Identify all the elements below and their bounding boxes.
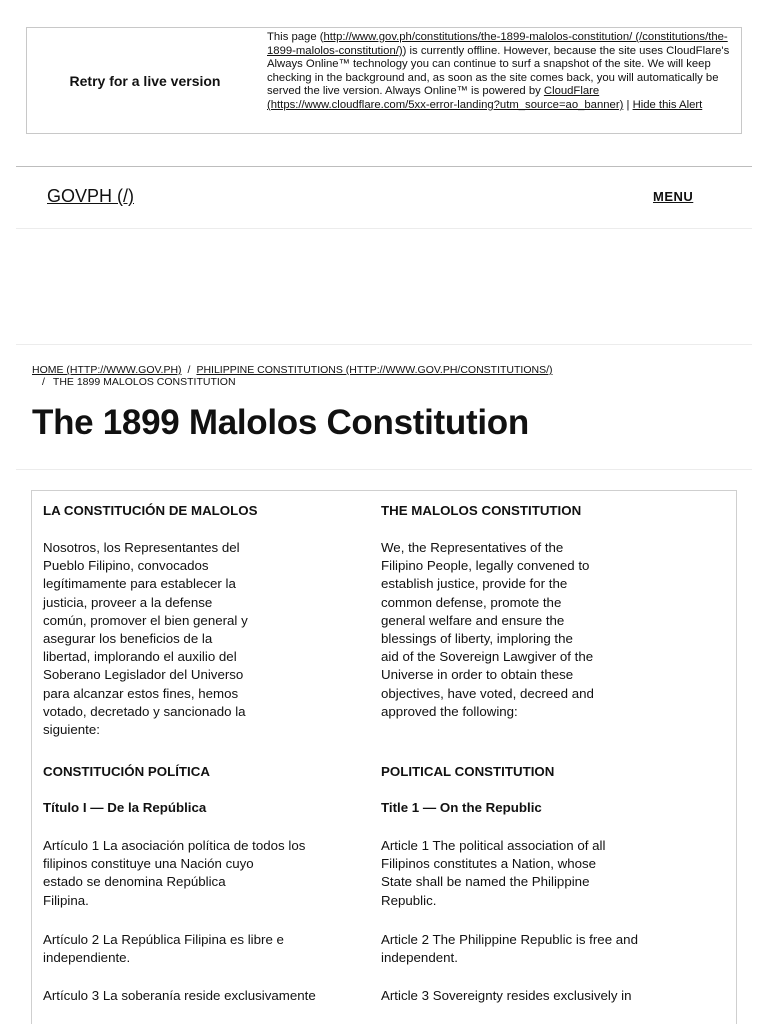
banner-text-3: | [623, 98, 633, 111]
text-line: libertad, implorando el auxilio del [43, 649, 237, 665]
spanish-article-2 [43, 931, 284, 967]
retry-live-version-button[interactable]: Retry for a live version [69, 72, 221, 89]
text-line: Universe in order to obtain these [381, 667, 574, 683]
english-section-heading: POLITICAL CONSTITUTION [381, 764, 555, 779]
text-line: siguiente: [43, 722, 100, 738]
english-preamble [381, 539, 594, 721]
text-line: justicia, proveer a la defense [43, 594, 213, 610]
text-line: Article 1 The political association of all [381, 838, 606, 853]
spanish-preamble [43, 539, 248, 739]
constitution-table [31, 490, 737, 1024]
title-divider [16, 469, 752, 470]
text-line: Nosotros, los Representantes del [43, 540, 240, 555]
text-line: Filipina. [43, 892, 89, 908]
text-line: Republic. [381, 892, 437, 908]
govph-logo-link[interactable]: GOVPH (/) [47, 186, 135, 206]
text-line: filipinos constituye una Nación cuyo [43, 856, 254, 872]
breadcrumb-home-link[interactable]: HOME (HTTP://WWW.GOV.PH) [32, 364, 182, 376]
text-line: Soberano Legislador del Universo [43, 667, 244, 683]
text-line: common defense, promote the [381, 594, 562, 610]
english-article-1 [381, 837, 605, 910]
english-article-3 [381, 987, 632, 1005]
text-line: We, the Representatives of the [381, 540, 564, 555]
header-divider-bottom [16, 228, 752, 229]
spanish-heading: LA CONSTITUCIÓN DE MALOLOS [43, 503, 258, 518]
cloudflare-link[interactable]: CloudFlare (https://www.cloudflare.com/5xx-error-landing?utm_source=ao_banner) [267, 85, 624, 111]
spanish-title-1: Título I — De la República [43, 800, 207, 815]
text-line: State shall be named the Philippine [381, 874, 590, 890]
text-line: independent. [381, 950, 458, 966]
menu-button[interactable]: MENU [653, 189, 694, 204]
breadcrumb [32, 364, 732, 388]
text-line: común, promover el bien general y [43, 612, 248, 628]
banner-message [263, 28, 741, 133]
breadcrumb-separator: / [187, 364, 191, 376]
text-line: Artículo 2 La República Filipina es libre e [43, 932, 284, 947]
banner-text-2: ) is currently offline. However, because the site uses CloudFlare's Always Online™ technology you can continue to surf a snapshot of the site. We will keep checking in the background and, as soon as the site comes back, you will automatically be served the live version. Always Online™ is powered by [267, 44, 730, 98]
text-line: Pueblo Filipino, convocados [43, 558, 209, 574]
text-line: objectives, have voted, decreed and [381, 685, 594, 701]
breadcrumb-current: THE 1899 MALOLOS CONSTITUTION [52, 376, 236, 388]
text-line: Article 3 Sovereignty resides exclusively in [381, 988, 632, 1003]
english-title-1: Title 1 — On the Republic [381, 800, 542, 815]
banner-text-1: This page ( [267, 31, 324, 43]
spanish-section-heading: CONSTITUCIÓN POLÍTICA [43, 764, 210, 779]
always-online-banner [26, 27, 742, 134]
text-line: approved the following: [381, 703, 518, 719]
text-line: Artículo 3 La soberanía reside exclusivamente [43, 988, 316, 1003]
text-line: Artículo 1 La asociación política de todos los [43, 838, 306, 853]
text-line: general welfare and ensure the [381, 612, 565, 628]
text-line: Article 2 The Philippine Republic is free and [381, 932, 638, 947]
page-title: The 1899 Malolos Constitution [32, 403, 529, 442]
text-line: blessings of liberty, imploring the [381, 631, 573, 647]
text-line: establish justice, provide for the [381, 576, 568, 592]
text-line: aid of the Sovereign Lawgiver of the [381, 649, 594, 665]
spanish-article-1 [43, 837, 305, 910]
english-article-2 [381, 931, 638, 967]
text-line: legítimamente para establecer la [43, 576, 236, 592]
text-line: independiente. [43, 950, 131, 966]
breadcrumb-separator: / [42, 376, 45, 388]
text-line: para alcanzar estos fines, hemos [43, 685, 239, 701]
text-line: estado se denomina República [43, 874, 226, 890]
text-line: asegurar los beneficios de la [43, 631, 213, 647]
text-line: votado, decretado y sancionado la [43, 703, 246, 719]
breadcrumb-constitutions-link[interactable]: PHILIPPINE CONSTITUTIONS (HTTP://WWW.GOV.PH/CONSTITUTIONS/) [196, 364, 553, 376]
english-heading: THE MALOLOS CONSTITUTION [381, 503, 582, 518]
text-line: Filipinos constitutes a Nation, whose [381, 856, 597, 872]
spanish-article-3 [43, 987, 316, 1005]
offline-page-link[interactable]: http://www.gov.ph/constitutions/the-1899-malolos-constitution/ (/constitutions/the-1899-malolos-constitution/) [267, 31, 728, 57]
header-divider-top [16, 166, 752, 167]
hide-alert-link[interactable]: Hide this Alert [632, 98, 703, 111]
banner-area-divider [16, 344, 752, 345]
text-line: Filipino People, legally convened to [381, 558, 590, 574]
